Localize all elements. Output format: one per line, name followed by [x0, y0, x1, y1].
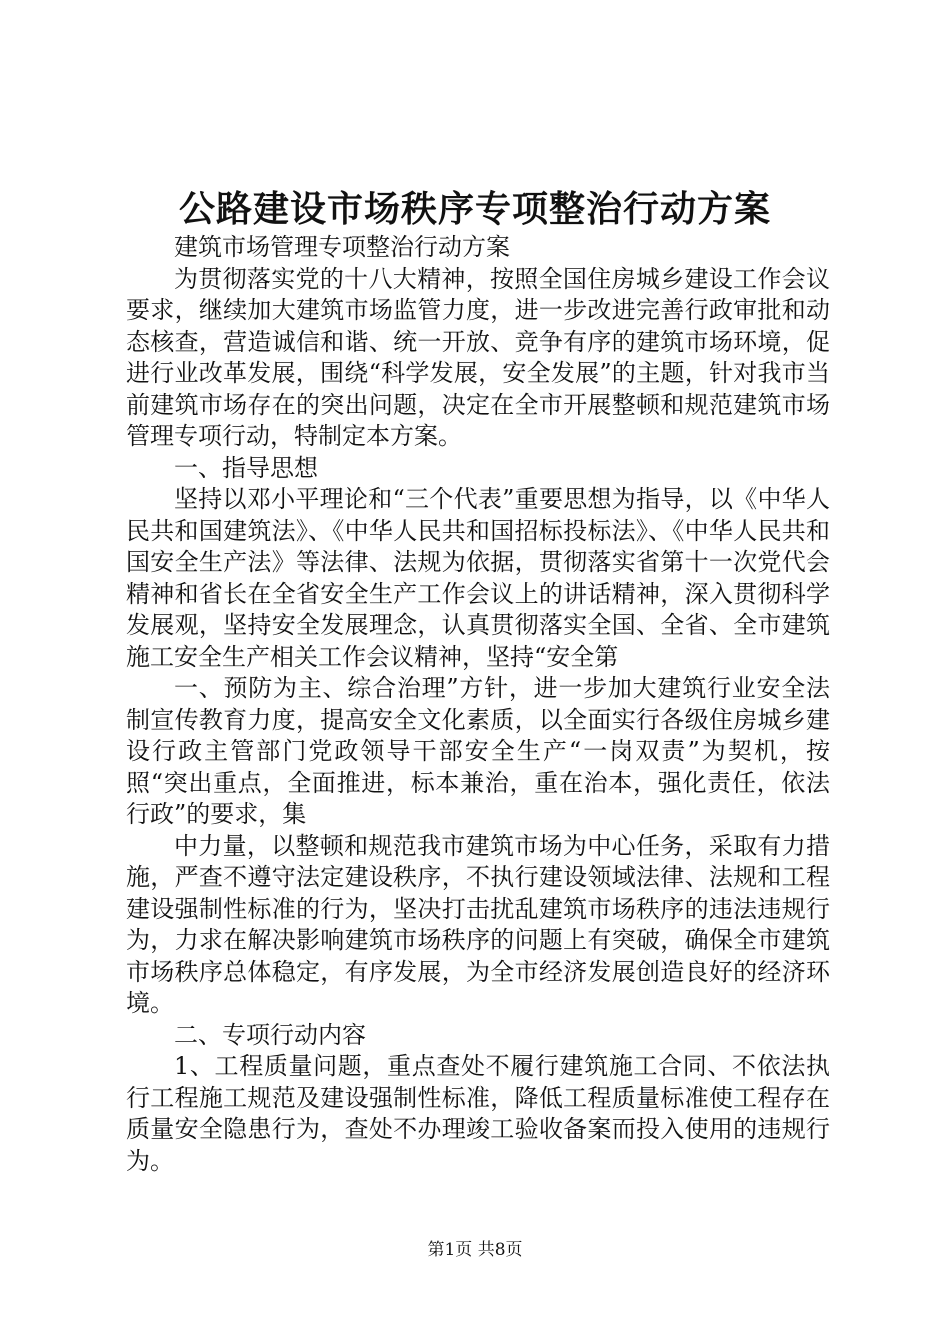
page-number: 第1页 共8页 — [427, 1240, 523, 1260]
section-heading-action-content: 二、专项行动内容 — [174, 1020, 366, 1049]
guiding-ideology-paragraph: 坚持以邓小平理论和“三个代表”重要思想为指导，以《中华人民共和国建筑法》、《中华人民共和国招标投标法》、《中华人民共和国安全生产法》等法律、法规为依据，贯彻落实省第十一次党代会精神和省长在全省安全生产工作会议上的讲话精神，深入贯彻科学发展观，坚持安全发展理念，认真贯彻落实全国、全省、全市建筑施工安全生产相关工作会议精神，坚持“安全第 — [126, 485, 830, 671]
intro-paragraph: 为贯彻落实党的十八大精神，按照全国住房城乡建设工作会议要求，继续加大建筑市场监管力度，进一步改进完善行政审批和动态核查，营造诚信和谐、统一开放、竞争有序的建筑市场环境，促进行业改革发展，围绕“科学发展，安全发展”的主题，针对我市当前建筑市场存在的突出问题，决定在全市开展整顿和规范建筑市场管理专项行动，特制定本方案。 — [126, 264, 830, 450]
section-heading-guiding-ideology: 一、指导思想 — [174, 453, 318, 482]
subtitle-paragraph: 建筑市场管理专项整治行动方案 — [174, 233, 510, 261]
document-body — [126, 232, 830, 1177]
item-quality-paragraph: 1、工程质量问题，重点查处不履行建筑施工合同、不依法执行工程施工规范及建设强制性标准，降低工程质量标准使工程存在质量安全隐患行为，查处不办理竣工验收备案而投入使用的违规行为。 — [126, 1052, 830, 1175]
task-paragraph: 中力量，以整顿和规范我市建筑市场为中心任务，采取有力措施，严查不遵守法定建设秩序，不执行建设领域法律、法规和工程建设强制性标准的行为，坚决打击扰乱建筑市场秩序的违法违规行为，力求在解决影响建筑市场秩序的问题上有突破，确保全市建筑市场秩序总体稳定，有序发展，为全市经济发展创造良好的经济环境。 — [126, 831, 830, 1017]
policy-paragraph: 一、预防为主、综合治理”方针，进一步加大建筑行业安全法制宣传教育力度，提高安全文化素质，以全面实行各级住房城乡建设行政主管部门党政领导干部安全生产“一岗双责”为契机，按照“突出重点，全面推进，标本兼治，重在治本，强化责任，依法行政”的要求，集 — [126, 674, 830, 828]
document-title: 公路建设市场秩序专项整治行动方案 — [178, 188, 771, 230]
